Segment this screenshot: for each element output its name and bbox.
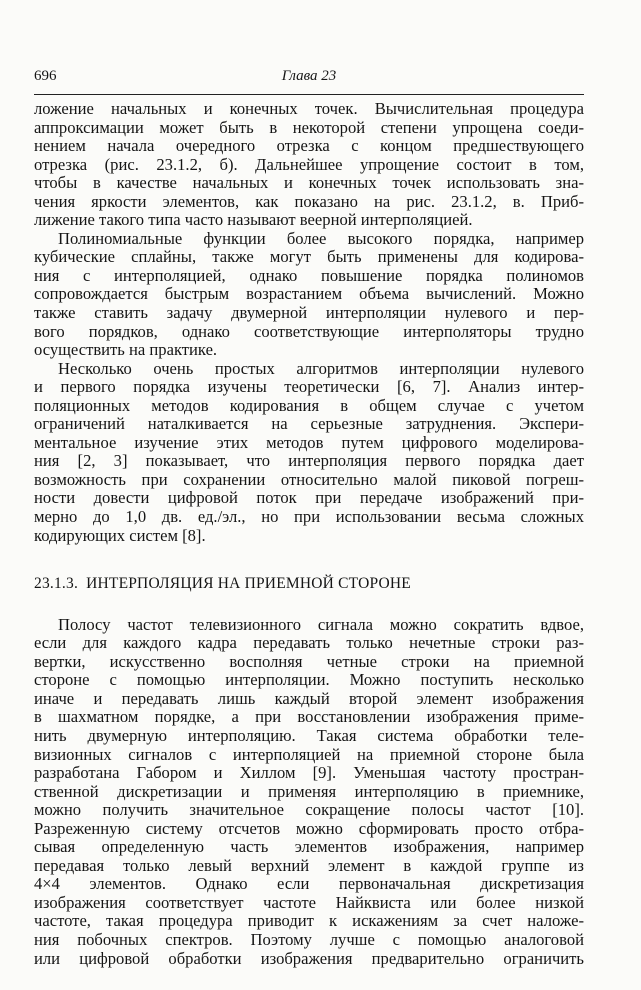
text-line: лижение такого типа часто называют веерной интерполяцией. [34, 210, 473, 230]
paragraph [34, 100, 584, 230]
text-line: стороне с помощью интерполяции. Можно поступить несколько [34, 670, 584, 690]
running-header [34, 68, 584, 90]
text-line: осуществить на практике. [34, 340, 218, 360]
paragraph [34, 230, 584, 360]
text-line: также ставить задачу двумерной интерполяции нулевого и пер- [34, 303, 584, 323]
text-line: кодирующих систем [8]. [34, 525, 206, 545]
text-line: аппроксимации может быть в некоторой степени упрощена соеди- [34, 117, 584, 137]
text-line: нением начала очередного отрезка с концом предшествующего [34, 136, 584, 156]
text-line: вого порядков, однако соответствующие интерполяторы трудно [34, 321, 584, 341]
body-text [34, 100, 584, 968]
text-line: чтобы в качестве начальных и конечных точек использовать зна- [34, 173, 584, 193]
paragraphs-before-section [34, 100, 584, 545]
text-line: ния с интерполяцией, однако повышение порядка полиномов [34, 265, 584, 285]
text-line: нить двумерную интерполяцию. Такая система обработки теле- [34, 725, 584, 745]
text-line: кубические сплайны, также могут быть применены для кодирова- [34, 247, 584, 267]
text-line: ложение начальных и конечных точек. Вычислительная процедура [34, 99, 584, 118]
text-line: ментальное изучение этих методов путем цифрового моделирова- [34, 432, 584, 452]
text-line: отрезка (рис. 23.1.2, б). Дальнейшее упрощение состоит в том, [34, 154, 584, 174]
header-rule [34, 94, 584, 95]
paragraph [34, 360, 584, 545]
text-line: Разреженную систему отсчетов можно сформировать просто отбра- [34, 818, 584, 838]
text-line: мерно до 1,0 дв. ед./эл., но при использовании весьма сложных [34, 507, 584, 527]
text-line: сывая определенную часть элементов изображения, например [34, 837, 584, 857]
text-line: разработана Габором и Хиллом [9]. Уменьшая частоту простран- [34, 763, 584, 783]
text-line: если для каждого кадра передавать только нечетные строки раз- [34, 633, 584, 653]
text-line: вертки, искусственно восполняя четные строки на приемной [34, 651, 584, 671]
text-line: ограничений наталкивается на серьезные затруднения. Экспери- [34, 414, 584, 434]
text-line: сопровождается быстрым возрастанием объема вычислений. Можно [34, 284, 584, 304]
text-line: и первого порядка изучены теоретически [6, 7]. Анализ интер- [34, 377, 584, 397]
paragraphs-after-section [34, 616, 584, 968]
text-line: чения яркости элементов, как показано на рис. 23.1.2, в. Приб- [34, 191, 584, 211]
text-line: поляционных методов кодирования в общем случае с учетом [34, 395, 584, 415]
text-line: можно получить значительное сокращение полосы частот [10]. [34, 800, 584, 820]
text-line: изображения соответствует частоте Найквиста или более низкой [34, 892, 584, 912]
section-heading [34, 545, 584, 616]
text-line: ния побочных спектров. Поэтому лучше с помощью аналоговой [34, 929, 584, 949]
text-line: ственной дискретизации и применяя интерполяцию в приемнике, [34, 781, 584, 801]
text-line: передавая только левый верхний элемент в каждой группе из [34, 855, 584, 875]
text-line: иначе и передавать лишь каждый второй элемент изображения [34, 688, 584, 708]
page-number: 696 [34, 68, 57, 84]
text-line: возможность при сохранении относительно малой пиковой погреш- [34, 469, 584, 489]
chapter-title: Глава 23 [281, 68, 337, 84]
text-line: 4×4 элементов. Однако если первоначальная дискретизация [34, 874, 584, 894]
paragraph [34, 616, 584, 968]
section-title: ИНТЕРПОЛЯЦИЯ НА ПРИЕМНОЙ СТОРОНЕ [86, 575, 411, 593]
text-line: ности довести цифровой поток при передаче изображений при- [34, 488, 584, 508]
text-line: или цифровой обработки изображения предварительно ограничить [34, 948, 584, 968]
section-number: 23.1.3. [34, 575, 79, 593]
text-line: Полосу частот телевизионного сигнала можно сократить вдвое, [58, 614, 584, 634]
text-line: частоте, такая процедура приводит к искажениям за счет наложе- [34, 911, 584, 931]
text-line: ния [2, 3] показывает, что интерполяция первого порядка дает [34, 451, 584, 471]
text-line: в шахматном порядке, а при восстановлении изображения приме- [34, 707, 584, 727]
text-line: Полиномиальные функции более высокого порядка, например [58, 228, 584, 248]
text-line: Несколько очень простых алгоритмов интерполяции нулевого [58, 358, 584, 378]
text-line: визионных сигналов с интерполяцией на приемной стороне была [34, 744, 584, 764]
